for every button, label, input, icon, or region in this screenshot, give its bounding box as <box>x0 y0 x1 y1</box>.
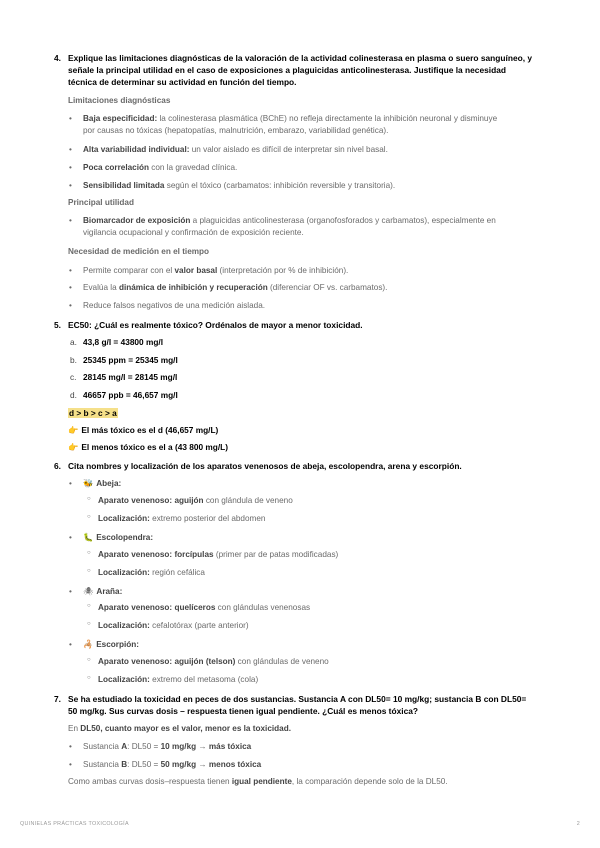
item-text: : DL50 = <box>127 760 161 769</box>
list-item <box>70 215 550 239</box>
question-number: 5. <box>54 320 61 330</box>
species-name: Araña: <box>96 587 123 596</box>
item-text: a plaguicidas anticolinesterasa (organofosforados y carbamatos), especialmente en <box>190 216 496 225</box>
bold-term: Baja especificidad: <box>83 114 158 123</box>
bold-term: Poca correlación <box>83 163 149 172</box>
conclusion-bold: igual pendiente <box>231 777 292 786</box>
apparatus-desc: con glándula de veneno <box>203 496 293 505</box>
answer-text: El más tóxico es el d (46,657 mg/L) <box>81 425 219 435</box>
species-arana <box>70 586 550 598</box>
species-escorpion <box>70 639 550 651</box>
arrow-text: → <box>196 742 209 751</box>
substance-b <box>70 759 550 771</box>
option-a <box>70 337 163 347</box>
result-text: menos tóxica <box>208 760 262 769</box>
apparatus-desc: con glándulas de veneno <box>235 657 329 666</box>
question-number: 7. <box>54 694 61 704</box>
toxicity-order <box>68 408 118 418</box>
item-text-line: vigilancia ocupacional y confirmación de exposición reciente. <box>83 228 304 237</box>
least-toxic <box>68 442 228 453</box>
order-highlight: d > b > c > a <box>69 408 117 418</box>
dl50-intro <box>68 724 291 733</box>
scorpion-icon: 🦂 <box>83 640 94 649</box>
location-line <box>98 675 258 684</box>
result-text: más tóxica <box>208 742 252 751</box>
list-item <box>70 282 550 294</box>
spider-icon: 🕷 <box>83 587 94 596</box>
item-text: Sustancia <box>83 742 122 751</box>
apparatus-desc: (primer par de patas modificadas) <box>213 550 339 559</box>
substance-letter: B <box>121 760 128 769</box>
question-text-line: Cita nombres y localización de los aparatos venenosos de abeja, escolopendra, arena y escorpión. <box>68 461 462 471</box>
subheading-tiempo: Necesidad de medición en el tiempo <box>68 247 210 256</box>
arrow-text: → <box>196 760 209 769</box>
location-label: Localización: <box>98 675 150 684</box>
location-label: Localización: <box>98 568 150 577</box>
question-number: 6. <box>54 461 61 471</box>
item-text: : DL50 = <box>127 742 161 751</box>
answer-text: El menos tóxico es el a (43 800 mg/L) <box>81 442 228 452</box>
option-d <box>70 390 178 400</box>
substance-letter: A <box>121 742 128 751</box>
apparatus-line <box>98 496 293 505</box>
bold-term: Alta variabilidad individual: <box>83 145 190 154</box>
question-5 <box>54 319 554 331</box>
question-7 <box>54 693 554 717</box>
apparatus-name: quelíceros <box>174 603 216 612</box>
location-label: Localización: <box>98 514 150 523</box>
question-4 <box>54 52 554 89</box>
bold-term: valor basal <box>174 266 218 275</box>
apparatus-label: Aparato venenoso: <box>98 603 173 612</box>
item-text: un valor aislado es difícil de interpretar sin nivel basal. <box>189 145 388 154</box>
item-text-line: por causas no tóxicas (hepatopatías, malnutrición, embarazo, variabilidad genética). <box>83 126 389 135</box>
location-text: cefalotórax (parte anterior) <box>149 621 249 630</box>
subheading-limitaciones: Limitaciones diagnósticas <box>68 96 171 105</box>
dl50-value: 50 mg/kg <box>160 760 197 769</box>
footer-title: QUINIELAS PRÁCTICAS TOXICOLOGÍA <box>20 821 129 827</box>
question-text-line: Explique las limitaciones diagnósticas de la valoración de la actividad colinesterasa en plasma o suero sanguíneo, y <box>68 53 533 63</box>
item-text: según el tóxico (carbamatos: inhibición reversible y transitoria). <box>164 181 396 190</box>
option-letter: b. <box>70 355 77 365</box>
option-letter: c. <box>70 372 77 382</box>
location-line <box>98 621 249 630</box>
question-text-line: EC50: ¿Cuál es realmente tóxico? Ordénalos de mayor a menor toxicidad. <box>68 320 363 330</box>
location-text: región cefálica <box>149 568 205 577</box>
bold-term: dinámica de inhibición y recuperación <box>118 283 268 292</box>
apparatus-name: forcípulas <box>174 550 214 559</box>
location-line <box>98 514 265 523</box>
location-line <box>98 568 205 577</box>
apparatus-line <box>98 603 310 612</box>
item-text: Sustancia <box>83 760 122 769</box>
intro-text: En <box>68 724 81 733</box>
option-letter: a. <box>70 337 77 347</box>
apparatus-line <box>98 657 329 666</box>
option-text: 28145 mg/l = 28145 mg/l <box>83 372 178 382</box>
subheading-utilidad: Principal utilidad <box>68 198 134 207</box>
apparatus-label: Aparato venenoso: <box>98 550 173 559</box>
list-item <box>70 265 550 277</box>
pointing-hand-icon: 👉 <box>68 425 79 435</box>
question-number: 4. <box>54 53 61 63</box>
dl50-value: 10 mg/kg <box>160 742 197 751</box>
apparatus-label: Aparato venenoso: <box>98 496 173 505</box>
centipede-icon: 🐛 <box>83 533 94 542</box>
conclusion-text: Como ambas curvas dosis–respuesta tienen <box>68 777 232 786</box>
apparatus-line <box>98 550 338 559</box>
item-text: Permite comparar con el <box>83 266 175 275</box>
option-b <box>70 355 178 365</box>
list-item <box>70 113 550 137</box>
item-text: (diferenciar OF vs. carbamatos). <box>267 283 388 292</box>
question-text-line: Se ha estudiado la toxicidad en peces de dos sustancias. Sustancia A con DL50= 10 mg/kg; sustancia B con DL50= <box>68 694 527 704</box>
apparatus-label: Aparato venenoso: <box>98 657 173 666</box>
species-name: Escolopendra: <box>96 533 154 542</box>
page-number: 2 <box>576 821 580 827</box>
item-text: con la gravedad clínica. <box>148 163 238 172</box>
list-item <box>70 180 550 192</box>
species-escolopendra <box>70 532 550 544</box>
option-c <box>70 372 177 382</box>
pointing-hand-icon: 👉 <box>68 442 79 452</box>
option-letter: d. <box>70 390 77 400</box>
question-text-line: 50 mg/kg. Sus curvas dosis – respuesta tienen igual pendiente. ¿Cuál es menos tóxica? <box>68 706 418 717</box>
bold-term: Sensibilidad limitada <box>83 181 165 190</box>
intro-bold: DL50, cuanto mayor es el valor, menor es la toxicidad. <box>80 724 291 733</box>
bee-icon: 🐝 <box>83 479 94 488</box>
location-text: extremo del metasoma (cola) <box>149 675 259 684</box>
item-text: la colinesterasa plasmática (BChE) no refleja directamente la inhibición neuronal y disminuye <box>157 114 498 123</box>
location-label: Localización: <box>98 621 150 630</box>
item-text: (interpretación por % de inhibición). <box>217 266 349 275</box>
substance-a <box>70 741 550 753</box>
question-text-line: técnica de determinar su actividad en función del tiempo. <box>68 77 297 88</box>
location-text: extremo posterior del abdomen <box>149 514 266 523</box>
apparatus-name: aguijón <box>174 496 204 505</box>
list-item <box>70 300 550 312</box>
question-6 <box>54 460 554 472</box>
species-name: Escorpión: <box>96 640 139 649</box>
item-text: Evalúa la <box>83 283 119 292</box>
list-item <box>70 162 550 174</box>
conclusion-text: , la comparación depende solo de la DL50. <box>291 777 448 786</box>
most-toxic <box>68 425 218 436</box>
option-text: 25345 ppm = 25345 mg/l <box>83 355 178 365</box>
question-text-line: señale la principal utilidad en el caso de exposiciones a plaguicidas anticolinesterasa. Justifique la necesidad <box>68 65 506 76</box>
conclusion <box>68 777 448 786</box>
item-text: Reduce falsos negativos de una medición aislada. <box>83 301 266 310</box>
species-name: Abeja: <box>96 479 122 488</box>
bold-term: Biomarcador de exposición <box>83 216 191 225</box>
option-text: 43,8 g/l = 43800 mg/l <box>83 337 164 347</box>
list-item <box>70 144 550 156</box>
apparatus-name: aguijón (telson) <box>174 657 236 666</box>
species-abeja <box>70 478 550 490</box>
option-text: 46657 ppb = 46,657 mg/l <box>83 390 178 400</box>
apparatus-desc: con glándulas venenosas <box>215 603 311 612</box>
